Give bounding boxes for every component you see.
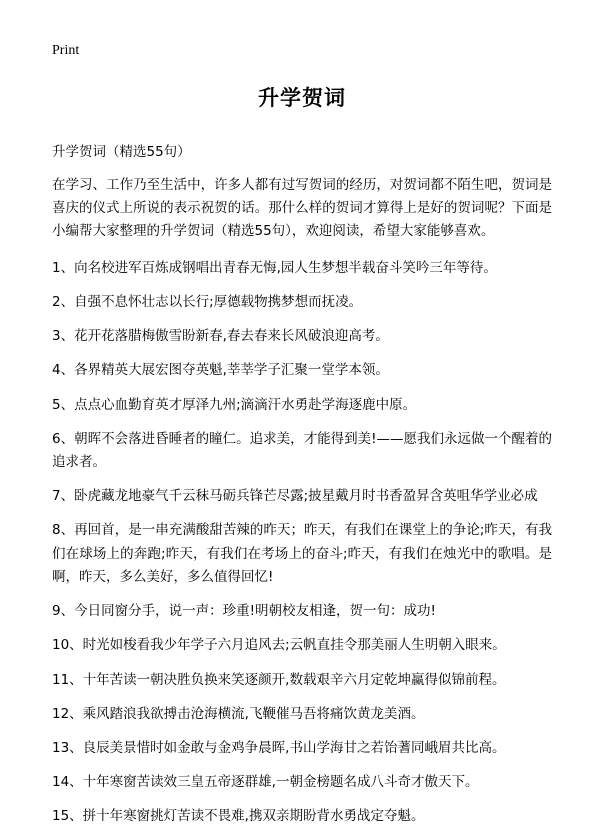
page-title: 升学贺词 — [258, 86, 346, 110]
list-item: 13、良辰美景惜时如金敢与金鸡争晨晖,书山学海甘之若饴蓍同峨眉共比高。 — [52, 739, 506, 756]
list-item: 6、朝晖不会落进昏睡者的瞳仁。追求美，才能得到美!——愿我们永远做一个醒着的追求者。 — [52, 430, 552, 470]
list-item: 2、自强不息怀壮志以长行;厚德载物携梦想而抚凌。 — [52, 293, 363, 310]
list-item: 1、向名校进军百炼成钢唱出青春无悔,园人生梦想半载奋斗笑吟三年等待。 — [52, 259, 497, 276]
list-item: 15、拼十年寒窗挑灯苦读不畏难,携双亲期盼背水勇战定夺魁。 — [52, 808, 425, 825]
list-item: 14、十年寒窗苦读效三皇五帝逐群雄,一朝金榜题名成八斗奇才傲天下。 — [52, 774, 479, 791]
list-item: 5、点点心血勤育英才厚泽九州;滴滴汗水勇赴学海逐鹿中原。 — [52, 396, 417, 413]
list-item: 4、各界精英大展宏图夺英魁,莘莘学子汇聚一堂学本领。 — [52, 362, 389, 379]
list-item: 11、十年苦读一朝决胜负换来笑逐颜开,数载艰辛六月定乾坤赢得似锦前程。 — [52, 671, 506, 688]
list-item: 10、时光如梭看我少年学子六月追风去;云帆直挂令那美丽人生明朝入眼来。 — [52, 637, 506, 654]
list-item: 8、再回首，是一串充满酸甜苦辣的昨天；昨天，有我们在课堂上的争论;昨天，有我们在球场上的奔跑;昨天，有我们在考场上的奋斗;昨天，有我们在烛光中的歌唱。是啊，昨天，多么美好，多么值得回忆! — [52, 522, 552, 585]
document-subtitle: 升学贺词（精选55句） — [52, 144, 191, 160]
list-item: 7、卧虎藏龙地豪气千云秣马砺兵锋芒尽露;披星戴月时书香盈昇含英咀华学业必成 — [52, 488, 538, 505]
intro-paragraph: 在学习、工作乃至生活中，许多人都有过写贺词的经历，对贺词都不陌生吧，贺词是喜庆的仪式上所说的表示祝贺的话。那什么样的贺词才算得上是好的贺词呢？下面是小编帮大家整理的升学贺词（精选55句），欢迎阅读，希望大家能够喜欢。 — [52, 177, 552, 240]
list-item: 12、乘风踏浪我欲搏击沧海横流,飞鞭催马吾将痛饮黄龙美酒。 — [52, 705, 425, 722]
print-button[interactable]: Print — [52, 43, 80, 58]
list-item: 9、今日同窗分手，说一声：珍重!明朝校友相逢，贺一句：成功! — [52, 603, 436, 620]
list-item: 3、花开花落腊梅傲雪盼新春,春去春来长风破浪迎高考。 — [52, 328, 389, 345]
